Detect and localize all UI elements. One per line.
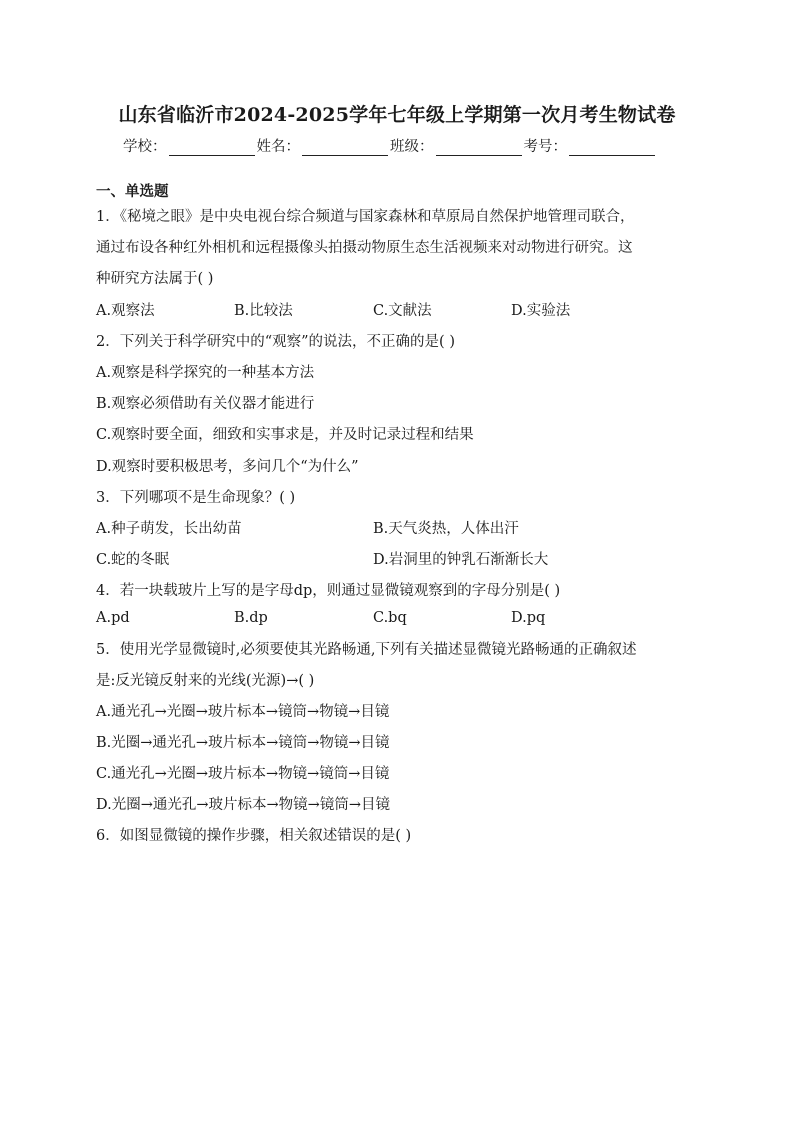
class-label: 班级： bbox=[390, 139, 434, 155]
q2-option-c: C.观察时要全面，细致和实事求是，并及时记录过程和结果 bbox=[96, 427, 474, 443]
q6-stem: 6．如图显微镜的操作步骤，相关叙述错误的是( ) bbox=[96, 828, 412, 844]
q4-option-a: A.pd bbox=[96, 610, 130, 626]
section-heading: 一、单选题 bbox=[96, 183, 169, 200]
student-info-row bbox=[123, 135, 657, 156]
q2-option-b: B.观察必须借助有关仪器才能进行 bbox=[96, 396, 315, 412]
q5-stem-line1: 5．使用光学显微镜时,必须要使其光路畅通,下列有关描述显微镜光路畅通的正确叙述 bbox=[96, 642, 637, 658]
q4-stem: 4．若一块载玻片上写的是字母dp，则通过显微镜观察到的字母分别是( ) bbox=[96, 583, 561, 599]
q4-option-c: C.bq bbox=[373, 610, 407, 626]
class-blank bbox=[436, 141, 522, 156]
q5-option-a: A.通光孔→光圈→玻片标本→镜筒→物镜→目镜 bbox=[96, 704, 390, 720]
q3-stem: 3．下列哪项不是生命现象？( ) bbox=[96, 490, 296, 506]
number-blank bbox=[569, 141, 655, 156]
q1-option-c: C.文献法 bbox=[373, 303, 432, 319]
q4-option-b: B.dp bbox=[234, 610, 268, 626]
q1-option-b: B.比较法 bbox=[234, 303, 293, 319]
school-label: 学校： bbox=[123, 139, 167, 155]
q2-stem: 2．下列关于科学研究中的“观察”的说法，不正确的是( ) bbox=[96, 334, 455, 350]
q1-option-a: A.观察法 bbox=[96, 303, 155, 319]
q1-option-d: D.实验法 bbox=[511, 303, 571, 319]
number-label: 考号： bbox=[523, 139, 567, 155]
q3-option-b: B.天气炎热，人体出汗 bbox=[373, 521, 519, 537]
exam-title: 山东省临沂市2024-2025学年七年级上学期第一次月考生物试卷 bbox=[118, 104, 676, 126]
q5-option-c: C.通光孔→光圈→玻片标本→物镜→镜筒→目镜 bbox=[96, 766, 390, 782]
school-blank bbox=[169, 141, 255, 156]
q5-stem-line2: 是:反光镜反射来的光线(光源)→( ) bbox=[96, 673, 315, 689]
q5-option-d: D.光圈→通光孔→玻片标本→物镜→镜筒→目镜 bbox=[96, 797, 390, 813]
q5-option-b: B.光圈→通光孔→玻片标本→镜筒→物镜→目镜 bbox=[96, 735, 390, 751]
q1-stem-line1: 1．《秘境之眼》是中央电视台综合频道与国家森林和草原局自然保护地管理司联合， bbox=[96, 209, 635, 225]
q1-stem-line3: 种研究方法属于( ) bbox=[96, 271, 214, 287]
q1-stem-line2: 通过布设各种红外相机和远程摄像头拍摄动物原生态生活视频来对动物进行研究。这 bbox=[96, 240, 633, 256]
q3-option-a: A.种子萌发，长出幼苗 bbox=[96, 521, 242, 537]
q3-option-c: C.蛇的冬眠 bbox=[96, 552, 170, 568]
name-label: 姓名： bbox=[256, 139, 300, 155]
q4-option-d: D.pq bbox=[511, 610, 546, 626]
q3-option-d: D.岩洞里的钟乳石渐渐长大 bbox=[373, 552, 549, 568]
q2-option-a: A.观察是科学探究的一种基本方法 bbox=[96, 365, 315, 381]
name-blank bbox=[302, 141, 388, 156]
q2-option-d: D.观察时要积极思考，多问几个“为什么” bbox=[96, 459, 359, 475]
